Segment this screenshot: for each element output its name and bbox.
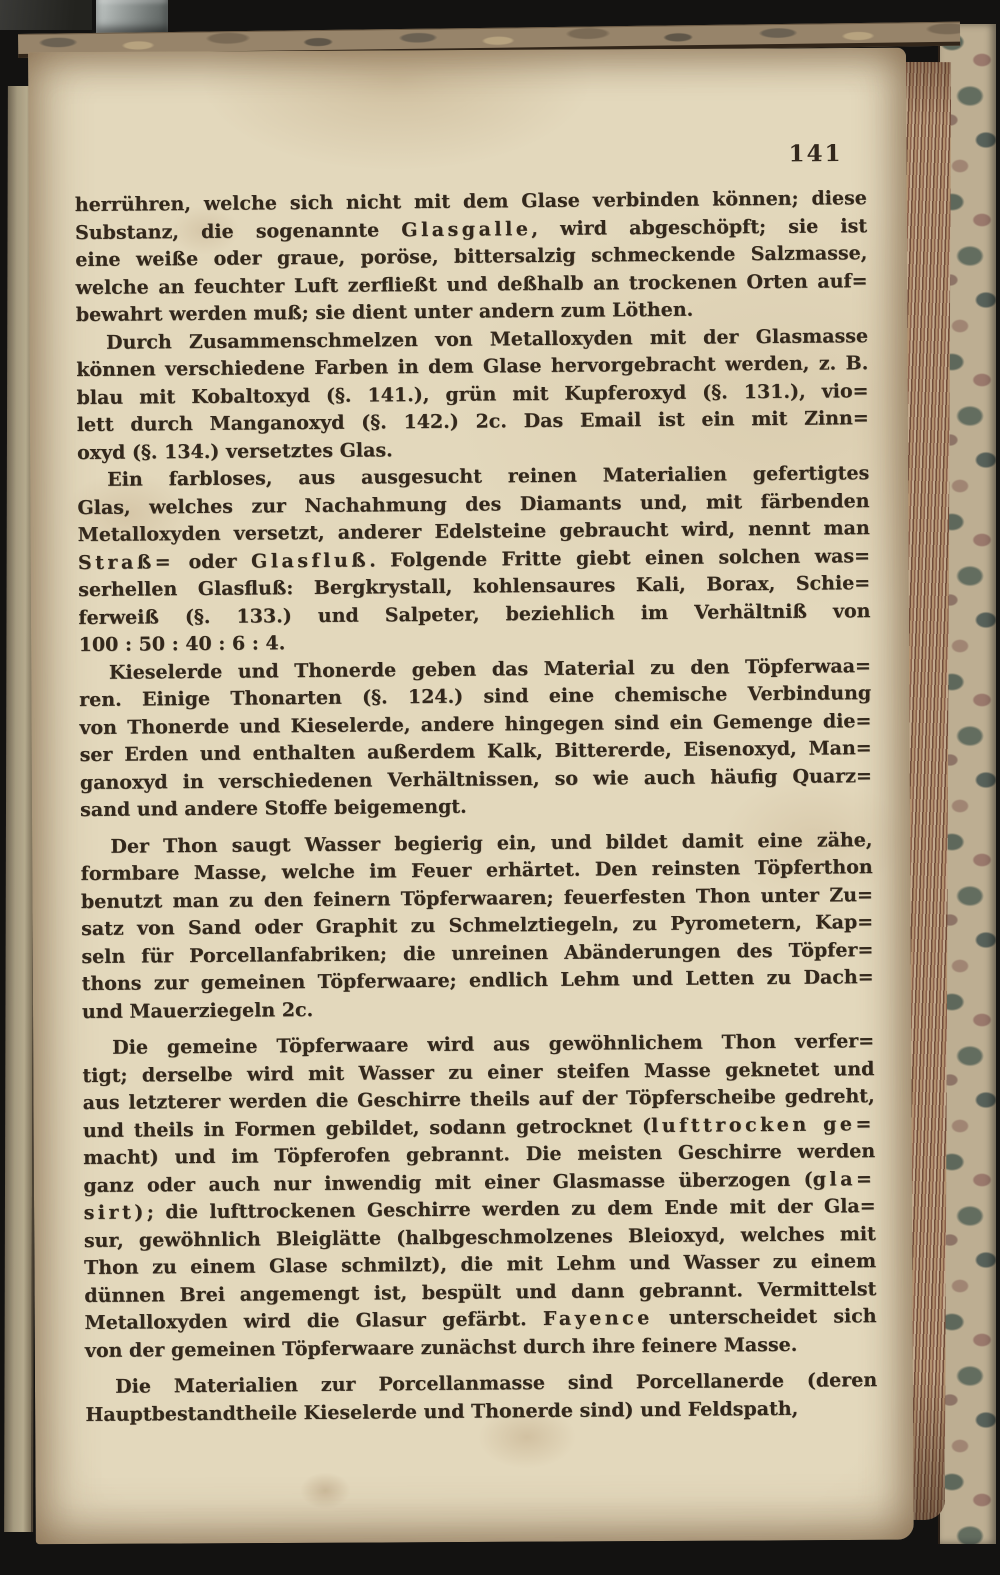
text-segment: und Mauerziegeln 2c.: [81, 998, 314, 1023]
emphasized-text: sirt): [83, 1201, 147, 1225]
text-segment: Die gemeine Töpferwaare wird aus gewöhnlichem Thon verfer=: [112, 1030, 875, 1059]
text-segment: eine weiße oder graue, poröse, bittersalzig schmeckende Salzmasse,: [75, 242, 868, 272]
text-segment: ser Erden und enthalten außerdem Kalk, Bittererde, Eisenoxyd, Man=: [79, 737, 872, 767]
text-segment: Glas, welches zur Nachahmung des Diamants und, mit färbenden: [77, 489, 870, 519]
text-segment: von der gemeinen Töpferwaare zunächst durch ihre feinere Masse.: [84, 1333, 798, 1362]
text-segment: Durch Zusammenschmelzen von Metalloxyden mit der Glasmasse: [105, 324, 869, 354]
text-segment: oder: [174, 550, 252, 573]
text-segment: ferweiß (§. 133.) und Salpeter, beziehlich im Verhältniß von: [78, 599, 871, 629]
text-segment: Kieselerde und Thonerde geben das Material zu den Töpferwaa=: [108, 654, 871, 684]
text-segment: von Thonerde und Kieselerde, andere hingegen sind ein Gemenge die=: [79, 709, 872, 739]
paragraph: [79, 653, 872, 825]
emphasized-text: gla=: [812, 1167, 876, 1191]
text-segment: ganz oder auch nur inwendig mit einer Glasmasse überzogen (: [83, 1168, 813, 1197]
text-segment: oxyd (§. 134.) versetztes Glas.: [76, 438, 393, 464]
text-segment: thons zur gemeinen Töpferwaare; endlich Lehm und Letten zu Dach=: [81, 966, 874, 996]
paragraph: [75, 185, 868, 329]
emphasized-text: Straß=: [77, 550, 175, 574]
emphasized-text: Glasgalle: [401, 217, 532, 241]
text-block: [75, 185, 878, 1429]
text-segment: herrühren, welche sich nicht mit dem Glase verbinden können; diese: [74, 187, 867, 217]
text-segment: Der Thon saugt Wasser begierig ein, und bildet damit eine zähe,: [110, 828, 873, 858]
paragraph: [76, 323, 869, 467]
text-segment: Hauptbestandtheile Kieselerde und Thonerde sind) und Feldspath,: [85, 1397, 799, 1426]
paragraph: [80, 827, 874, 1026]
paragraph: [77, 460, 871, 659]
text-segment: aus letzterer werden die Geschirre theils auf der Töpferscheibe gedreht,: [82, 1085, 875, 1115]
text-segment: serhellen Glasfluß: Bergkrystall, kohlensaures Kali, Borax, Schie=: [78, 572, 871, 602]
text-segment: Metalloxyden wird die Glasur gefärbt.: [84, 1308, 543, 1335]
text-segment: welche an feuchter Luft zerfließt und deßhalb an trockenen Orten auf=: [75, 269, 868, 299]
text-segment: Die Materialien zur Porcellanmasse sind Porcellanerde (deren: [115, 1369, 878, 1398]
text-segment: , wird abgeschöpft; sie ist: [531, 214, 868, 240]
text-segment: können verschiedene Farben in dem Glase hervorgebracht werden, z. B.: [76, 352, 869, 382]
text-segment: satz von Sand oder Graphit zu Schmelztiegeln, zu Pyrometern, Kap=: [81, 911, 874, 941]
emphasized-text: lufttrocken ge=: [650, 1112, 875, 1137]
text-segment: sand und andere Stoffe beigemengt.: [80, 795, 467, 822]
text-segment: formbare Masse, welche im Feuer erhärtet. Den reinsten Töpferthon: [80, 856, 873, 886]
text-segment: Thon zu einem Glase schmilzt), die mit Lehm und Wasser zu einem: [84, 1250, 877, 1280]
paragraph: [85, 1367, 877, 1429]
page-number: 141: [788, 140, 843, 168]
emphasized-text: Glasfluß: [250, 549, 370, 573]
text-segment: Metalloxyden versetzt, anderer Edelsteine gebraucht wird, nennt man: [77, 517, 870, 547]
book-page: [28, 48, 914, 1545]
text-segment: ; die lufttrockenen Geschirre werden zu dem Ende mit der Gla=: [146, 1195, 876, 1224]
text-segment: macht) und im Töpferofen gebrannt. Die meisten Geschirre werden: [83, 1140, 876, 1170]
paragraph: [82, 1028, 877, 1365]
text-segment: lett durch Manganoxyd (§. 142.) 2c. Das Email ist ein mit Zinn=: [76, 407, 869, 437]
text-segment: sur, gewöhnlich Bleiglätte (halbgeschmolzenes Bleioxyd, welches mit: [83, 1222, 876, 1252]
book-cover-corner: [0, 0, 92, 30]
text-segment: benutzt man zu den feinern Töpferwaaren; feuerfesten Thon unter Zu=: [80, 883, 873, 913]
text-segment: blau mit Kobaltoxyd (§. 141.), grün mit Kupferoxyd (§. 131.), vio=: [76, 379, 869, 409]
text-segment: Ein farbloses, aus ausgesucht reinen Materialien gefertigtes: [107, 462, 870, 491]
emphasized-text: Fayence: [542, 1307, 653, 1331]
text-segment: bewahrt werden muß; sie dient unter andern zum Löthen.: [75, 298, 694, 327]
text-segment: 100 : 50 : 40 : 6 : 4.: [78, 632, 286, 657]
text-segment: . Folgende Fritte giebt einen solchen was=: [369, 544, 871, 572]
text-line: [80, 790, 872, 824]
text-segment: seln für Porcellanfabriken; die unreinen Abänderungen des Töpfer=: [81, 938, 874, 968]
text-segment: dünnen Brei angemengt ist, bespült und dann gebrannt. Vermittelst: [84, 1277, 877, 1307]
text-segment: ren. Einige Thonarten (§. 124.) sind eine chemische Verbindung: [79, 682, 872, 712]
text-segment: unterscheidet sich: [652, 1305, 877, 1330]
text-segment: ganoxyd in verschiedenen Verhältnissen, so wie auch häufig Quarz=: [79, 764, 872, 794]
text-segment: Substanz, die sogenannte: [74, 218, 402, 244]
scanner-clamp: [96, 0, 168, 33]
text-segment: tigt; derselbe wird mit Wasser zu einer steifen Masse geknetet und: [82, 1057, 875, 1087]
text-segment: und theils in Formen gebildet, sodann getrocknet (: [82, 1114, 652, 1142]
